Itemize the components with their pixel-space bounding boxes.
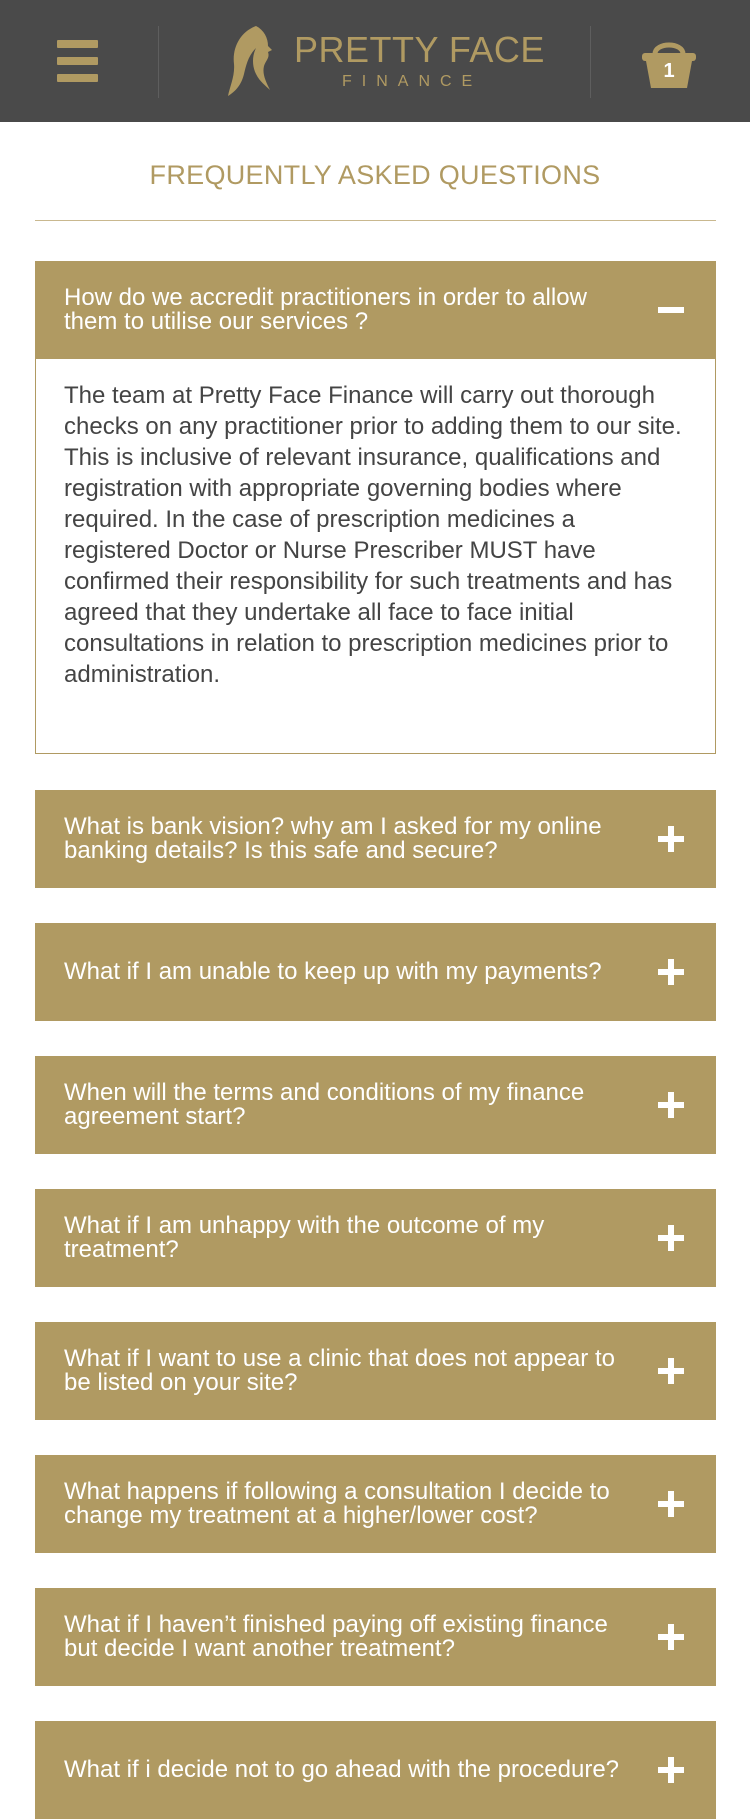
hamburger-menu-icon[interactable] — [54, 40, 100, 82]
faq-question-header[interactable] — [35, 1189, 716, 1287]
plus-icon[interactable] — [658, 1624, 684, 1650]
faq-item — [35, 1056, 716, 1154]
plus-icon[interactable] — [658, 1358, 684, 1384]
logo[interactable] — [226, 24, 545, 100]
faq-question-header[interactable] — [35, 1056, 716, 1154]
faq-question: What if I haven’t finished paying off existing finance but decide I want another treatment? — [64, 1611, 608, 1662]
logo-title: PRETTY FACE — [294, 29, 545, 70]
plus-icon[interactable] — [658, 1225, 684, 1251]
faq-question-header[interactable] — [35, 790, 716, 888]
basket-count-badge: 1 — [663, 60, 675, 82]
faq-question: What happens if following a consultation I decide to change my treatment at a higher/lower cost? — [64, 1478, 610, 1529]
faq-question: What if I am unhappy with the outcome of my treatment? — [64, 1212, 545, 1263]
plus-icon[interactable] — [658, 1491, 684, 1517]
faq-item — [35, 790, 716, 888]
faq-question: How do we accredit practitioners in order to allow them to utilise our services ? — [64, 284, 587, 335]
plus-icon[interactable] — [658, 959, 684, 985]
faq-question: What if I am unable to keep up with my payments? — [64, 958, 602, 985]
faq-question-header[interactable] — [35, 1455, 716, 1553]
basket-button[interactable] — [640, 36, 698, 90]
page-title: FREQUENTLY ASKED QUESTIONS — [149, 160, 601, 190]
faq-question-header[interactable] — [35, 1588, 716, 1686]
site-header — [0, 0, 750, 122]
woman-face-silhouette-icon — [226, 24, 274, 98]
faq-question: When will the terms and conditions of my finance agreement start? — [64, 1079, 585, 1130]
plus-icon[interactable] — [658, 1757, 684, 1783]
logo-subtitle: FINANCE — [342, 73, 483, 90]
faq-question-header[interactable] — [35, 1322, 716, 1420]
faq-item — [35, 1588, 716, 1686]
faq-item — [35, 1455, 716, 1553]
faq-question: What is bank vision? why am I asked for my online banking details? Is this safe and secure? — [64, 813, 602, 864]
plus-icon[interactable] — [658, 1092, 684, 1118]
faq-item — [35, 1721, 716, 1819]
plus-icon[interactable] — [658, 826, 684, 852]
faq-item — [35, 1322, 716, 1420]
header-divider-left — [158, 26, 159, 98]
faq-item — [35, 923, 716, 1021]
minus-icon[interactable] — [658, 297, 684, 323]
faq-answer-paragraph: The team at Pretty Face Finance will carry out thorough checks on any practitioner prior to adding them to our site. This is inclusive of relevant insurance, qualifications and registration with appropriate governing bodies where required. In the case of prescription medicines a registered Doctor or Nurse Prescriber MUST have — [64, 382, 682, 564]
faq-question-header[interactable] — [35, 923, 716, 1021]
title-divider — [35, 220, 716, 221]
faq-answer-panel — [35, 359, 716, 754]
faq-item — [35, 261, 716, 754]
faq-question: What if i decide not to go ahead with the procedure? — [64, 1756, 620, 1783]
faq-question: What if I want to use a clinic that does not appear to be listed on your site? — [64, 1345, 615, 1396]
faq-answer-paragraph: confirmed their responsibility for such treatments and has agreed that they undertake all face to face initial consultations in relation to prescription medicines prior to administration. — [64, 568, 673, 688]
header-divider-right — [590, 26, 591, 98]
faq-item — [35, 1189, 716, 1287]
faq-question-header[interactable] — [35, 1721, 716, 1819]
faq-question-header[interactable] — [35, 261, 716, 359]
